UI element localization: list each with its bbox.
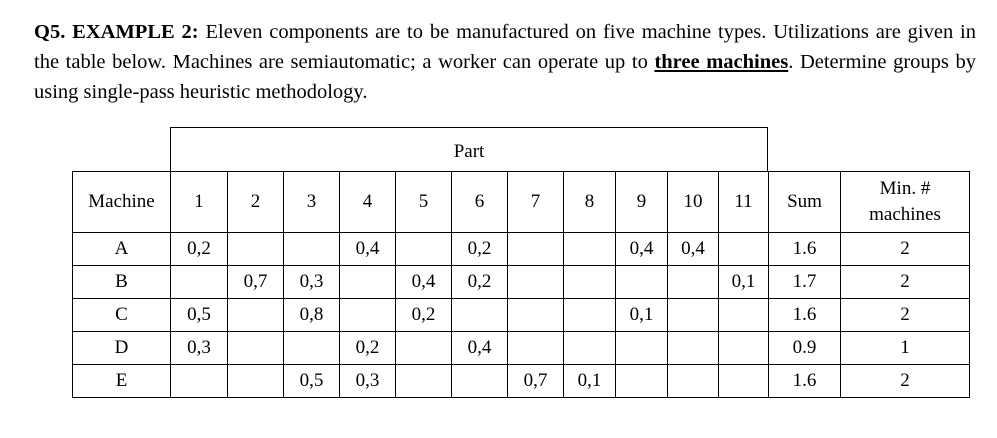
utilization-cell: 0,2 [396, 299, 452, 332]
table-row [73, 365, 970, 398]
min-header-line1: Min. # [879, 178, 931, 199]
sum-cell: 1.6 [769, 299, 841, 332]
utilization-cell [228, 365, 284, 398]
machine-label: D [73, 332, 171, 365]
utilization-cell: 0,4 [616, 233, 668, 266]
table-row [73, 233, 970, 266]
utilization-cell: 0,5 [284, 365, 340, 398]
part-number: 1 [171, 172, 228, 233]
sum-cell: 0.9 [769, 332, 841, 365]
machine-label: A [73, 233, 171, 266]
sum-cell: 1.6 [769, 365, 841, 398]
sum-header: Sum [769, 172, 841, 233]
utilization-cell [719, 299, 769, 332]
utilization-cell: 0,8 [284, 299, 340, 332]
min-machines-header [841, 172, 970, 233]
utilization-cell: 0,4 [340, 233, 396, 266]
utilization-cell [171, 365, 228, 398]
utilization-cell [719, 365, 769, 398]
utilization-cell [564, 299, 616, 332]
min-machines-cell: 2 [841, 266, 970, 299]
utilization-cell [396, 332, 452, 365]
utilization-cell: 0,7 [228, 266, 284, 299]
utilization-cell [452, 299, 508, 332]
problem-emphasis: three machines [654, 51, 789, 73]
part-number: 9 [616, 172, 668, 233]
utilization-cell [228, 299, 284, 332]
utilization-table [72, 171, 970, 398]
problem-lead: Q5. EXAMPLE 2: [34, 21, 199, 43]
utilization-cell: 0,4 [452, 332, 508, 365]
part-header: Part [170, 127, 768, 171]
utilization-cell: 0,1 [719, 266, 769, 299]
utilization-cell: 0,3 [340, 365, 396, 398]
utilization-cell [668, 266, 719, 299]
utilization-cell [284, 332, 340, 365]
machine-label: C [73, 299, 171, 332]
utilization-cell: 0,5 [171, 299, 228, 332]
part-number: 2 [228, 172, 284, 233]
utilization-cell [228, 233, 284, 266]
utilization-cell: 0,4 [668, 233, 719, 266]
utilization-cell [284, 233, 340, 266]
utilization-cell [719, 233, 769, 266]
part-number: 3 [284, 172, 340, 233]
part-number: 7 [508, 172, 564, 233]
utilization-cell [668, 365, 719, 398]
min-machines-cell: 2 [841, 233, 970, 266]
min-machines-cell: 2 [841, 365, 970, 398]
utilization-cell: 0,3 [284, 266, 340, 299]
utilization-cell [564, 332, 616, 365]
utilization-cell [616, 266, 668, 299]
part-number: 8 [564, 172, 616, 233]
problem-text-before: Eleven components are to be manufactured on five machine types. Utilizations are given in the table below. Machines are semiautomatic; a worker can operate up to [34, 21, 976, 73]
utilization-cell [508, 266, 564, 299]
utilization-cell [508, 332, 564, 365]
utilization-cell: 0,1 [564, 365, 616, 398]
problem-text-after: . Determine groups by using single-pass heuristic methodology. [34, 51, 976, 103]
utilization-cell [340, 266, 396, 299]
min-header-line2: machines [869, 204, 941, 225]
utilization-cell [396, 365, 452, 398]
table-row [73, 332, 970, 365]
utilization-cell [228, 332, 284, 365]
utilization-cell [508, 233, 564, 266]
utilization-cell [668, 299, 719, 332]
part-number: 6 [452, 172, 508, 233]
utilization-cell: 0,2 [171, 233, 228, 266]
utilization-cell [564, 233, 616, 266]
min-machines-cell: 2 [841, 299, 970, 332]
sum-cell: 1.7 [769, 266, 841, 299]
utilization-cell: 0,2 [452, 233, 508, 266]
table-header-row [73, 172, 970, 233]
utilization-cell [452, 365, 508, 398]
utilization-cell: 0,3 [171, 332, 228, 365]
table-row [73, 266, 970, 299]
utilization-cell: 0,4 [396, 266, 452, 299]
part-number: 5 [396, 172, 452, 233]
utilization-cell: 0,2 [340, 332, 396, 365]
utilization-cell: 0,1 [616, 299, 668, 332]
utilization-cell [616, 365, 668, 398]
utilization-cell [616, 332, 668, 365]
problem-statement [34, 17, 976, 107]
utilization-cell: 0,2 [452, 266, 508, 299]
utilization-cell [564, 266, 616, 299]
utilization-cell [396, 233, 452, 266]
part-number: 4 [340, 172, 396, 233]
utilization-cell [171, 266, 228, 299]
part-number: 10 [668, 172, 719, 233]
utilization-cell [340, 299, 396, 332]
min-machines-cell: 1 [841, 332, 970, 365]
machine-label: E [73, 365, 171, 398]
table-row [73, 299, 970, 332]
utilization-cell [668, 332, 719, 365]
machine-label: B [73, 266, 171, 299]
machine-header: Machine [73, 172, 171, 233]
sum-cell: 1.6 [769, 233, 841, 266]
utilization-cell [508, 299, 564, 332]
utilization-cell: 0,7 [508, 365, 564, 398]
part-number: 11 [719, 172, 769, 233]
utilization-cell [719, 332, 769, 365]
